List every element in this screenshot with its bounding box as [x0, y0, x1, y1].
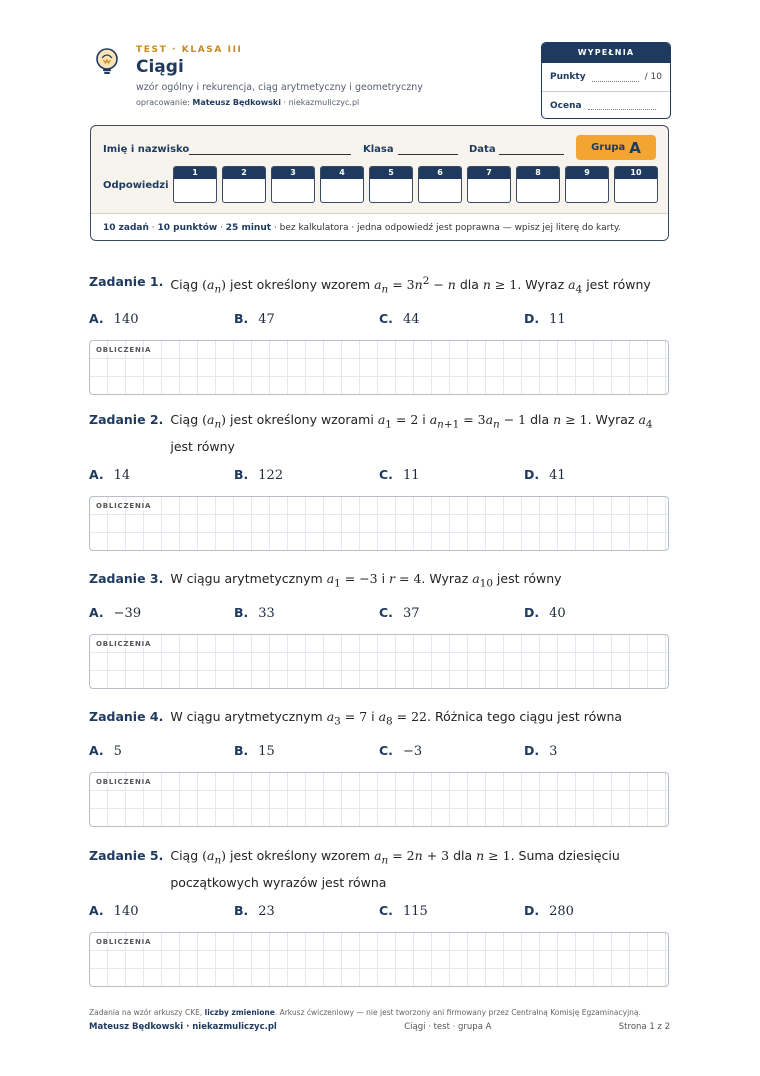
grade-label: Ocena	[550, 100, 582, 111]
footer-note-bold: liczby zmienione	[204, 1008, 275, 1017]
page-number: Strona 1 z 2	[618, 1022, 670, 1032]
option-value: 140	[113, 311, 139, 327]
points-max: / 10	[644, 72, 662, 82]
option-letter: A.	[89, 604, 104, 620]
author-suffix: · niekazmuliczyc.pl	[283, 98, 360, 107]
option-b[interactable]	[234, 467, 379, 485]
option-letter: A.	[89, 466, 104, 482]
task-options	[89, 311, 669, 329]
option-d[interactable]	[524, 605, 669, 623]
answer-box[interactable]	[222, 166, 266, 203]
class-label: Klasa	[363, 144, 394, 155]
work-area[interactable]	[89, 340, 669, 395]
author-line	[136, 98, 359, 107]
teacher-box	[541, 42, 671, 119]
task-2	[89, 409, 669, 551]
name-label: Imię i nazwisko	[103, 144, 190, 155]
option-letter: A.	[89, 742, 104, 758]
work-area[interactable]	[89, 634, 669, 689]
option-b[interactable]	[234, 903, 379, 921]
answer-box-number: 7	[468, 167, 510, 179]
lightbulb-logo-icon	[92, 46, 122, 76]
task-number: Zadanie 3.	[89, 571, 164, 586]
option-d[interactable]	[524, 467, 669, 485]
option-c[interactable]	[379, 903, 524, 921]
answer-box[interactable]	[516, 166, 560, 203]
group-label: Grupa	[591, 142, 626, 153]
option-value: 5	[113, 743, 122, 759]
name-field[interactable]	[189, 154, 351, 155]
answer-box-number: 6	[419, 167, 461, 179]
option-a[interactable]	[89, 311, 234, 329]
option-d[interactable]	[524, 311, 669, 329]
option-value: 115	[402, 903, 428, 919]
test-info: 10 zadań · 10 punktów · 25 minut · bez kalkulatora · jedna odpowiedź jest poprawna — wpisz jej literę do karty.	[91, 213, 668, 241]
work-area[interactable]	[89, 932, 669, 987]
date-label: Data	[469, 144, 496, 155]
option-value: 122	[258, 467, 284, 483]
group-value: A	[629, 138, 641, 157]
option-value: 23	[258, 903, 275, 919]
option-value: 37	[402, 605, 420, 621]
task-text: W ciągu arytmetycznym $a_3 = 7$ i $a_8 = 22$. Różnica tego ciągu jest równa	[170, 709, 623, 728]
grade-field[interactable]	[588, 101, 656, 110]
option-letter: D.	[524, 604, 540, 620]
group-badge	[576, 135, 656, 160]
option-value: 15	[258, 743, 275, 759]
points-field[interactable]	[592, 73, 639, 82]
answer-box-number: 2	[223, 167, 265, 179]
work-area-label: OBLICZENIA	[96, 778, 154, 786]
answer-box-number: 3	[272, 167, 314, 179]
work-area[interactable]	[89, 772, 669, 827]
task-text: W ciągu arytmetycznym $a_1 = -3$ i r = 4. Wyraz $a_{10}$ jest równy	[170, 571, 562, 590]
work-area-label: OBLICZENIA	[96, 502, 154, 510]
option-letter: D.	[524, 310, 540, 326]
option-value: 47	[258, 311, 275, 327]
option-a[interactable]	[89, 903, 234, 921]
option-letter: D.	[524, 742, 540, 758]
task-number: Zadanie 2.	[89, 412, 164, 427]
teacher-box-title: WYPEŁNIA NAUCZYCIEL	[542, 43, 670, 63]
page-title: Ciągi	[136, 57, 184, 77]
option-b[interactable]	[234, 743, 379, 761]
footer-author: Mateusz Będkowski · niekazmuliczyc.pl	[89, 1022, 277, 1032]
task-options	[89, 605, 669, 623]
answer-box[interactable]	[369, 166, 413, 203]
option-letter: A.	[89, 310, 104, 326]
answer-card	[90, 125, 669, 241]
option-letter: B.	[234, 466, 249, 482]
task-1	[89, 271, 669, 395]
option-letter: C.	[379, 902, 393, 918]
author-prefix: opracowanie:	[136, 98, 190, 107]
task-question	[89, 568, 669, 595]
option-c[interactable]	[379, 311, 524, 329]
option-value: 11	[402, 467, 420, 483]
answer-box[interactable]	[173, 166, 217, 203]
answer-box[interactable]	[418, 166, 462, 203]
option-letter: B.	[234, 902, 249, 918]
option-letter: B.	[234, 742, 249, 758]
answers-label: Odpowiedzi	[103, 180, 169, 191]
info-time: 25 minut	[225, 223, 272, 233]
option-value: 41	[549, 467, 566, 483]
option-value: −39	[113, 605, 142, 621]
work-area-label: OBLICZENIA	[96, 346, 154, 354]
option-value: 33	[258, 605, 275, 621]
task-number: Zadanie 4.	[89, 709, 164, 724]
answer-box[interactable]	[320, 166, 364, 203]
info-points: 10 punktów	[157, 223, 218, 233]
option-value: 44	[402, 311, 420, 327]
option-letter: D.	[524, 902, 540, 918]
task-question	[89, 271, 669, 301]
option-letter: A.	[89, 902, 104, 918]
footer-bar	[89, 1022, 670, 1032]
answer-box[interactable]	[271, 166, 315, 203]
option-value: 140	[113, 903, 139, 919]
option-value: 14	[113, 467, 131, 483]
work-area-label: OBLICZENIA	[96, 640, 154, 648]
option-c[interactable]	[379, 605, 524, 623]
answer-box-number: 8	[517, 167, 559, 179]
task-text: Ciąg $(a_n)$ jest określony wzorem $a_n = 2n + 3$ dla n ≥ 1. Suma dziesięciu początkowych wyrazów jest równa	[170, 848, 620, 890]
task-3	[89, 568, 669, 689]
teacher-grade-row	[542, 91, 670, 119]
task-question	[89, 409, 669, 457]
work-area-label: OBLICZENIA	[96, 938, 154, 946]
option-letter: B.	[234, 310, 249, 326]
answer-box-number: 5	[370, 167, 412, 179]
footer-note-start: Zadania na wzór arkuszy CKE,	[89, 1008, 203, 1017]
task-options	[89, 467, 669, 485]
option-c[interactable]	[379, 467, 524, 485]
page-subtitle: wzór ogólny i rekurencja, ciąg arytmetyczny i geometryczny	[136, 82, 423, 93]
option-a[interactable]	[89, 605, 234, 623]
answer-box-number: 10	[615, 167, 657, 179]
option-a[interactable]	[89, 467, 234, 485]
option-value: 11	[549, 311, 566, 327]
option-value: 3	[549, 743, 558, 759]
date-field[interactable]	[499, 154, 564, 155]
author-name: Mateusz Będkowski	[192, 98, 281, 107]
option-d[interactable]	[524, 903, 669, 921]
option-d[interactable]	[524, 743, 669, 761]
answer-box[interactable]	[565, 166, 609, 203]
points-label: Punkty	[550, 72, 586, 82]
footer-note-end: . Arkusz ćwiczeniowy — nie jest tworzony ani firmowany przez Centralną Komisję Egzaminacyjną.	[274, 1008, 641, 1017]
answer-box-number: 1	[174, 167, 216, 179]
option-value: −3	[402, 743, 423, 759]
task-text: Ciąg $(a_n)$ jest określony wzorami $a_1 = 2$ i $a_{n+1} = 3a_n - 1$ dla n ≥ 1. Wyraz $a_4$ jest równy	[170, 412, 653, 454]
task-options	[89, 743, 669, 761]
option-letter: C.	[379, 742, 393, 758]
option-b[interactable]	[234, 605, 379, 623]
task-question	[89, 706, 669, 733]
answer-box-number: 4	[321, 167, 363, 179]
answer-box-number: 9	[566, 167, 608, 179]
task-question	[89, 845, 669, 893]
info-tasks: 10 zadań	[103, 223, 149, 233]
info-rest: · bez kalkulatora · jedna odpowiedź jest poprawna — wpisz jej literę do karty.	[273, 223, 621, 233]
class-field[interactable]	[398, 154, 458, 155]
option-c[interactable]	[379, 743, 524, 761]
test-tag: TEST · KLASA III	[136, 45, 243, 55]
task-5	[89, 845, 669, 987]
option-letter: D.	[524, 466, 540, 482]
task-text: Ciąg $(a_n)$ jest określony wzorem $a_n = 3n^2 - n$ dla n ≥ 1. Wyraz $a_4$ jest równy	[170, 275, 651, 296]
answer-box[interactable]	[614, 166, 658, 203]
option-value: 40	[549, 605, 566, 621]
option-a[interactable]	[89, 743, 234, 761]
work-area[interactable]	[89, 496, 669, 551]
option-letter: C.	[379, 604, 393, 620]
option-value: 280	[549, 903, 574, 919]
option-letter: C.	[379, 466, 393, 482]
task-options	[89, 903, 669, 921]
footer-center: Ciągi · test · grupa A	[404, 1022, 492, 1032]
task-number: Zadanie 5.	[89, 848, 164, 863]
option-b[interactable]	[234, 311, 379, 329]
footer-note	[89, 1008, 641, 1017]
answer-box[interactable]	[467, 166, 511, 203]
task-4	[89, 706, 669, 827]
task-number: Zadanie 1.	[89, 274, 164, 289]
answer-boxes	[173, 166, 658, 203]
option-letter: B.	[234, 604, 249, 620]
option-letter: C.	[379, 310, 393, 326]
